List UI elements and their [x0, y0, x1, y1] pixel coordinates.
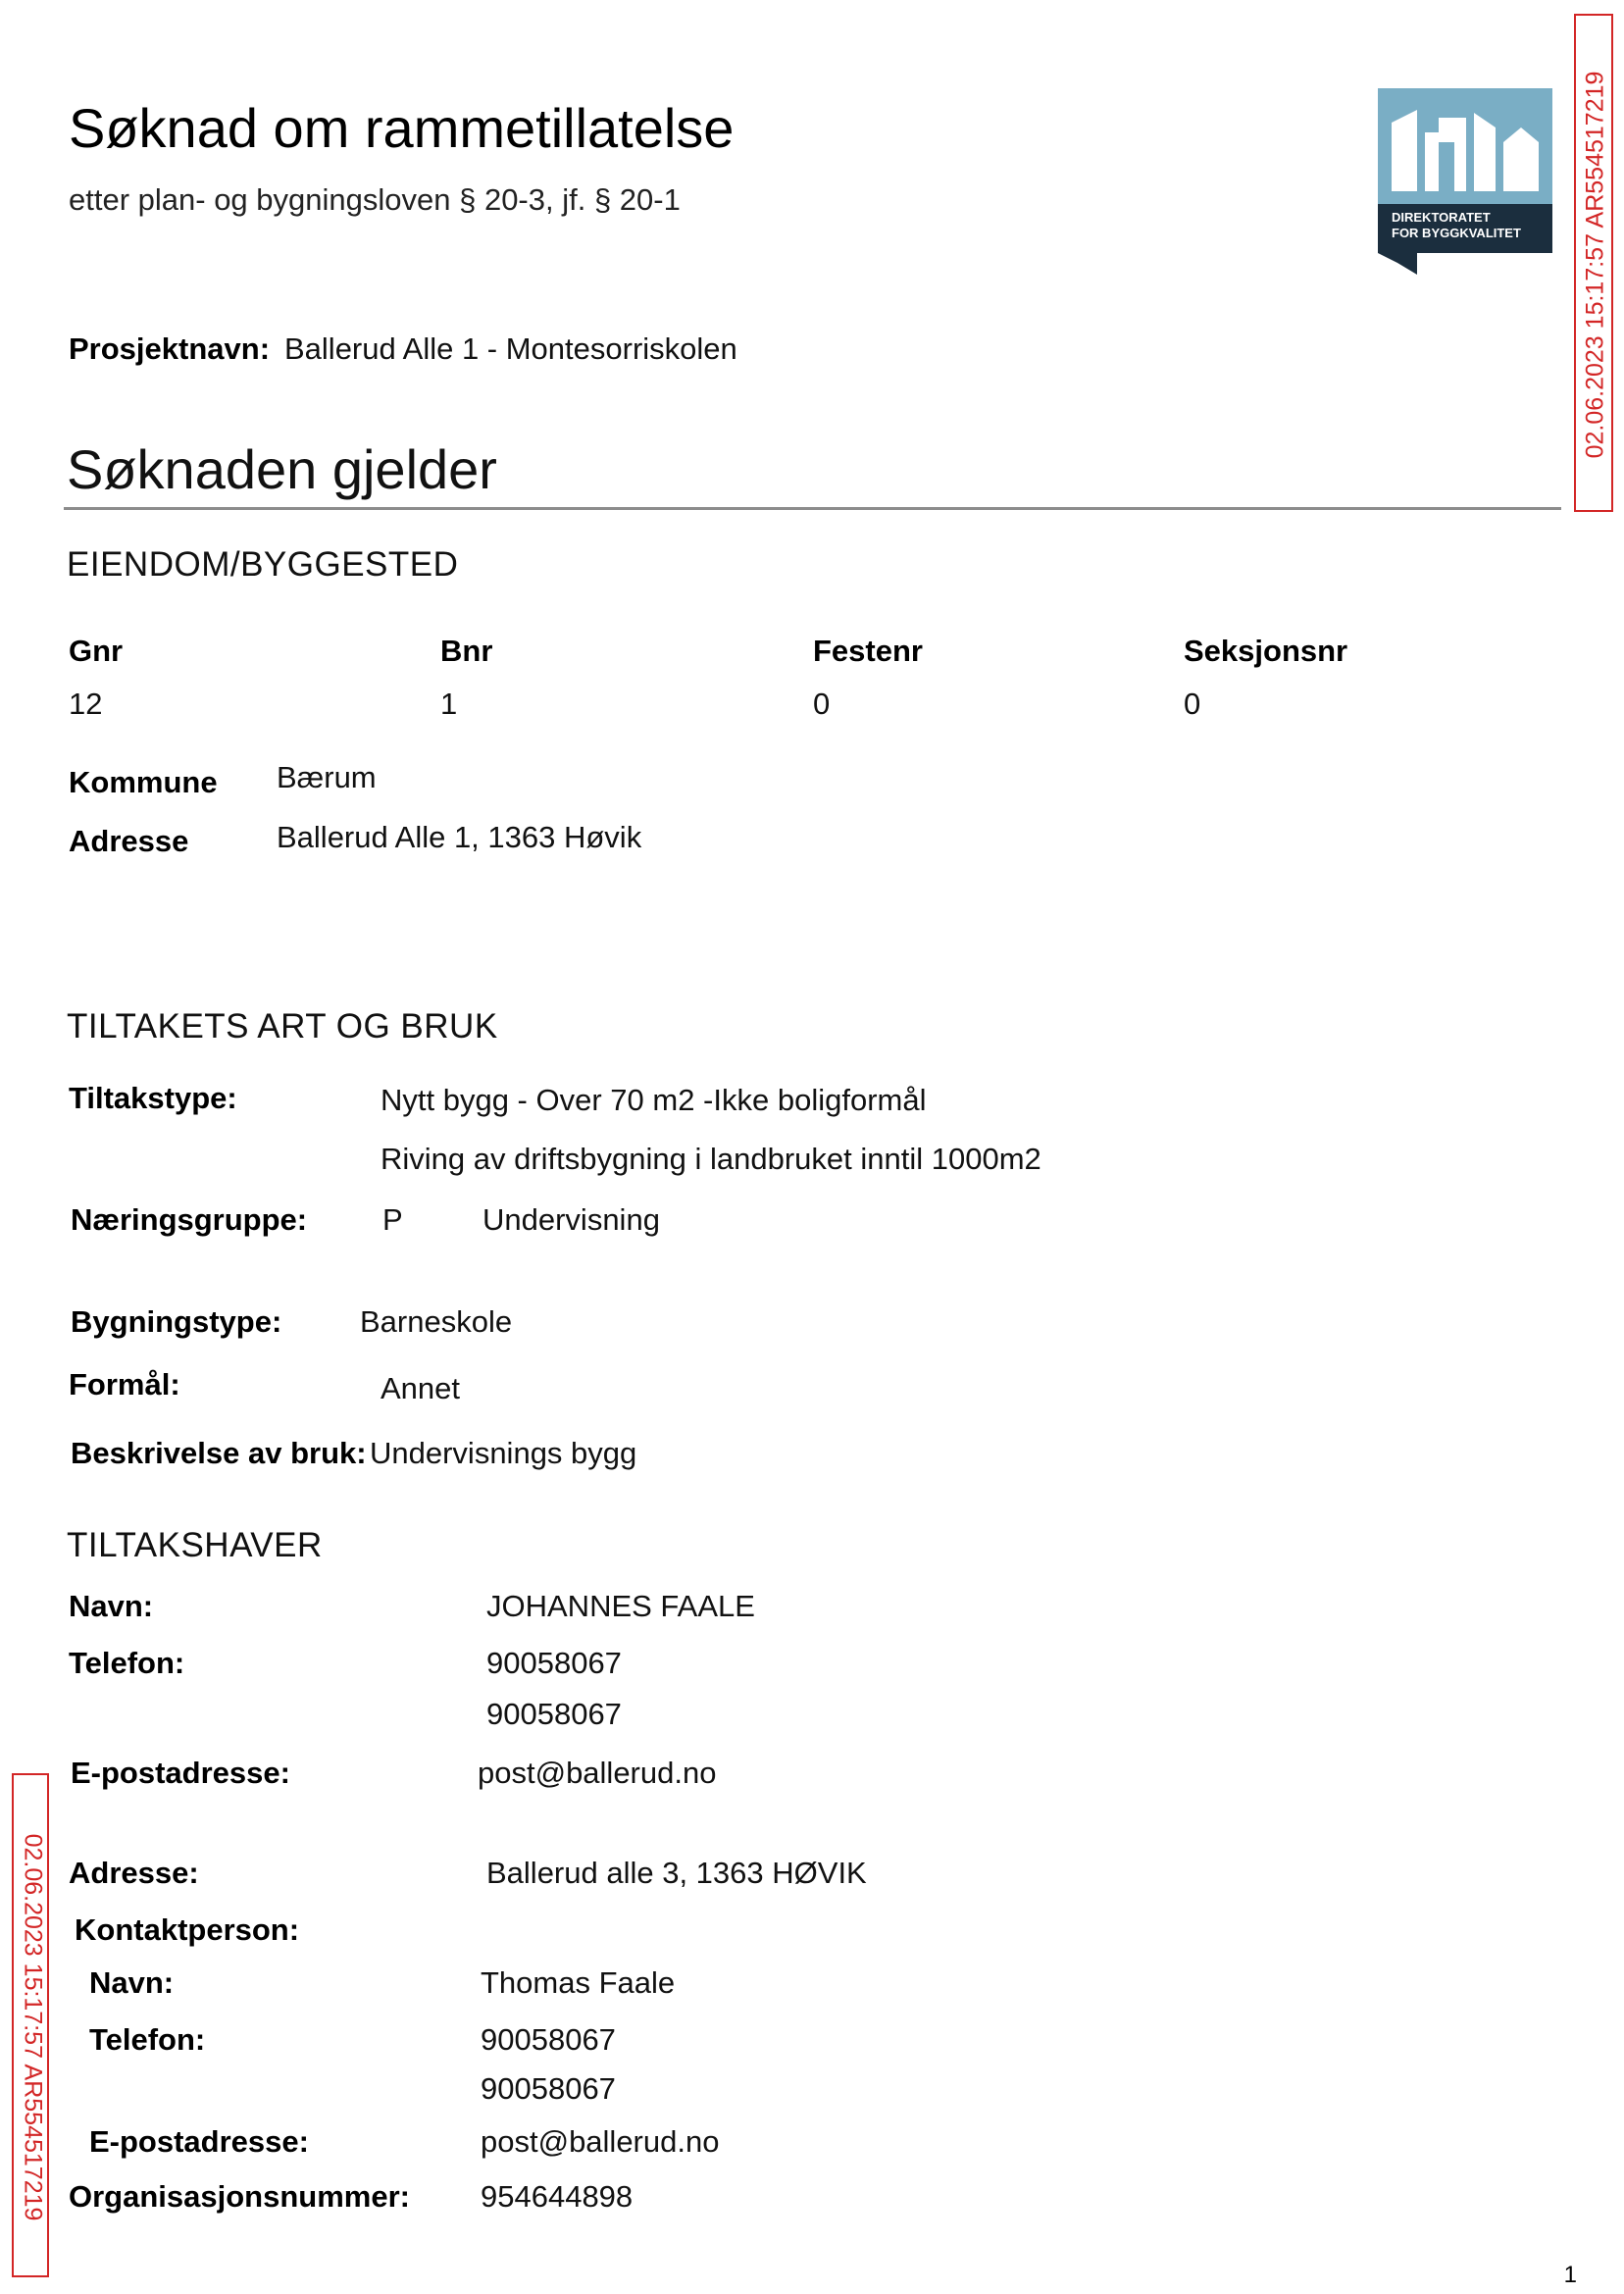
seksjonsnr-label: Seksjonsnr — [1184, 634, 1348, 668]
property-heading: EIENDOM/BYGGESTED — [67, 545, 459, 584]
kontakt-telefon-label: Telefon: — [89, 2022, 206, 2057]
kommune-value: Bærum — [277, 760, 377, 794]
document-subtitle: etter plan- og bygningsloven § 20-3, jf. § 20-1 — [69, 182, 681, 217]
project-label: Prosjektnavn: — [69, 331, 271, 366]
bnr-value: 1 — [440, 687, 458, 721]
gnr-label: Gnr — [69, 634, 124, 668]
gnr-value: 12 — [69, 687, 103, 721]
logo-text-line1: DIREKTORATET — [1392, 210, 1491, 225]
organisasjonsnummer-value: 954644898 — [481, 2179, 634, 2214]
tiltakstype-label: Tiltakstype: — [69, 1081, 237, 1115]
bygningstype-value: Barneskole — [360, 1304, 513, 1339]
tiltakshaver-epost-value: post@ballerud.no — [478, 1756, 717, 1790]
kontakt-navn-value: Thomas Faale — [481, 1965, 676, 2000]
naeringsgruppe-value: Undervisning — [482, 1202, 660, 1237]
tiltakshaver-navn-value: JOHANNES FAALE — [486, 1589, 755, 1623]
stamp-right-text: 02.06.2023 15:17:57 AR554517219 — [1581, 71, 1609, 459]
tiltakshaver-navn-label: Navn: — [69, 1589, 154, 1623]
stamp-left — [12, 1773, 49, 2277]
bnr-label: Bnr — [440, 634, 493, 668]
tiltakshaver-telefon-value-1: 90058067 — [486, 1646, 622, 1680]
tiltakshaver-adresse-value: Ballerud alle 3, 1363 HØVIK — [486, 1856, 867, 1890]
festenr-label: Festenr — [813, 634, 923, 668]
section-title: Søknaden gjelder — [67, 438, 497, 500]
adresse-value: Ballerud Alle 1, 1363 Høvik — [277, 820, 642, 854]
naeringsgruppe-code: P — [382, 1202, 403, 1237]
logo-text-line2: FOR BYGGKVALITET — [1392, 226, 1521, 240]
formal-value: Annet — [381, 1371, 461, 1405]
adresse-label: Adresse — [69, 824, 189, 858]
tiltakshaver-telefon-label: Telefon: — [69, 1646, 185, 1680]
kommune-label: Kommune — [69, 765, 218, 799]
bruk-value: Undervisnings bygg — [370, 1436, 637, 1470]
bruk-label: Beskrivelse av bruk: — [71, 1436, 367, 1470]
project-value: Ballerud Alle 1 - Montesorriskolen — [284, 331, 737, 366]
tiltakshaver-adresse-label: Adresse: — [69, 1856, 199, 1890]
organisasjonsnummer-label: Organisasjonsnummer: — [69, 2179, 410, 2214]
bygningstype-label: Bygningstype: — [71, 1304, 282, 1339]
tiltakstype-value-1: Nytt bygg - Over 70 m2 -Ikke boligformål — [381, 1083, 927, 1117]
dibk-logo — [1378, 88, 1552, 275]
tiltak-heading: TILTAKETS ART OG BRUK — [67, 1007, 498, 1045]
section-divider — [64, 507, 1561, 510]
stamp-left-text: 02.06.2023 15:17:57 AR554517219 — [19, 1833, 47, 2221]
tiltakshaver-epost-label: E-postadresse: — [71, 1756, 290, 1790]
formal-label: Formål: — [69, 1367, 180, 1402]
tiltakstype-value-2: Riving av driftsbygning i landbruket inntil 1000m2 — [381, 1142, 1041, 1176]
seksjonsnr-value: 0 — [1184, 687, 1201, 721]
naeringsgruppe-label: Næringsgruppe: — [71, 1202, 308, 1237]
kontakt-navn-label: Navn: — [89, 1965, 175, 2000]
kontakt-telefon-value-1: 90058067 — [481, 2022, 616, 2057]
kontakt-epost-value: post@ballerud.no — [481, 2124, 720, 2159]
stamp-right — [1574, 14, 1613, 512]
kontakt-telefon-value-2: 90058067 — [481, 2071, 616, 2106]
festenr-value: 0 — [813, 687, 831, 721]
tiltakshaver-heading: TILTAKSHAVER — [67, 1526, 323, 1564]
tiltakshaver-telefon-value-2: 90058067 — [486, 1697, 622, 1731]
page-number: 1 — [1563, 2262, 1577, 2288]
kontaktperson-label: Kontaktperson: — [75, 1912, 300, 1947]
document-title: Søknad om rammetillatelse — [69, 97, 735, 159]
kontakt-epost-label: E-postadresse: — [89, 2124, 309, 2159]
